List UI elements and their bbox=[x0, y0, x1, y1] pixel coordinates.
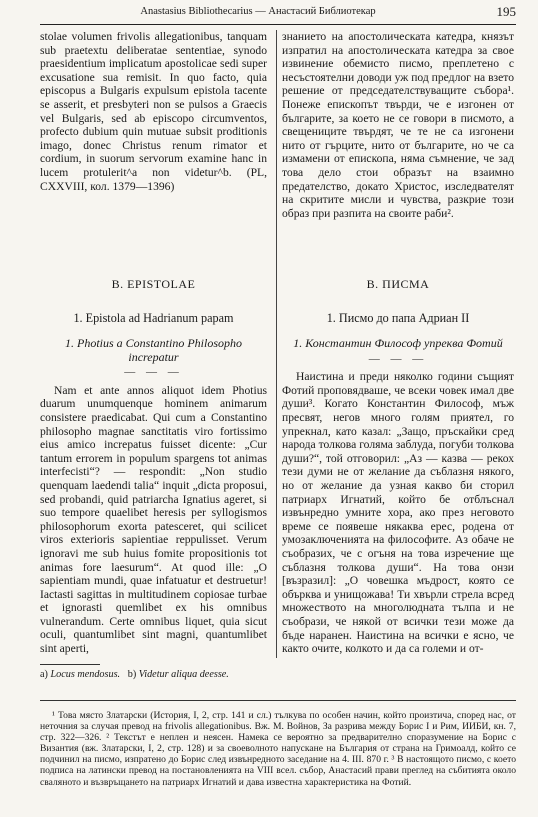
bulgarian-continuation: знанието на апостолическата катедра, князът изпратил на апостолическата катедра за свое извинение обемисто писмо, преплетено с несъстоятелни доводи уж под предлог на взето решение от председателствуващите събора¹. Понеже епископът твърди, че е изгонен от българите, за което не се говори в писмото, а свещениците твърдят, че те не са изгонени нито от гърците, нито от българите, но че са измамени от епископа, няма съмнение, че зад това дело стои образът на взаимно предателство, докато Христос, изследвателят на скритите мисли и чувства, разкрие този образ при разпита на своите раби². bbox=[282, 30, 514, 220]
left-item-title: 1. Photius a Constantino Philosopho increpatur bbox=[64, 336, 242, 364]
left-column-main bbox=[40, 278, 267, 656]
apparatus-note-a: Locus mendosus. bbox=[50, 669, 121, 680]
right-column-main bbox=[282, 278, 514, 656]
left-section-heading: B. EPISTOLAE bbox=[111, 277, 196, 291]
left-body-text: Nam et ante annos aliquot idem Photius duarum unumquenque hominem animarum consistere praedicabat. Qui cum a Constantino philosopho magnae sanctitatis viro fortissimo eius amico increpatus fuisset dicente: „Cur tantum errorem in populum spargens tot animas interfecisti“? — respondit: „Non studio quenquam laedendi talia“ inquit „dicta proposui, sed probandi, quid patriarcha Ignatius ageret, si suo tempore quaelibet heresis per syllogismos philosophorum exorta patesceret, qui scilicet viros exterioris sapientiae reppulisset. Verum ignoravi me sub huius fomite propositionis tot animas fore laesurum“. At quod ille: „O sapientiam mundi, quae infatuatur et destruetur! Iactasti sagittas in multitudinem copiosae turbae et ignorasti quemlibet ex his omnibus vulnerandum. Certe omnibus liquet, quia sicut oculi, quantumlibet sint magni, quantumlibet sint aperti, bbox=[40, 383, 267, 656]
right-ellipsis-dash: — — — bbox=[368, 352, 428, 365]
apparatus-mark-a: a) bbox=[40, 669, 48, 680]
latin-continuation: stolae volumen frivolis allegationibus, tanquam sub praetextu deliberatae sententiae, synodo praesidentium implicatum apostolicae sedi super excusatione sua remisit. In quo facto, quia episcopus a Bulgaris expulsum epistola tacente se asserit, et presbyteri non se pulsos a Graecis vel Bulgaris, sed ab episcopo circumventos, profecto dubium quin mutuae subsit proditionis imago, donec Christus renum rimator et cordium, in suorum servorum examine hanc in lucem protulerit^a non videtur^b. (PL, CXXVIII, кол. 1379—1396) bbox=[40, 30, 267, 193]
left-column-top bbox=[40, 30, 267, 193]
right-body-text: Наистина и преди няколко години същият Фотий проповядваше, че всеки човек имал две души³. Когато Константин Философ, мъж пресвят, негов много голям приятел, го упрекнал, като казал: „Защо, пръскайки сред народа толкова голяма заблуда, погуби толкова души?“, той отговорил: „Аз — казва — рекох тези думи не от желание да съблазня някого, но от желание да узная какво би сторил патриарх Игнатий, който бе отблъснал извънредно умните хора, ако през неговото време се появеше някаква ерес, родена от умозаключенията на философите. Аз обаче не съобразих, че с огъня на това изречение ще съблазня толкова души“. На това онзи [възразил]: „О човешка мъдрост, която се обърква и унищожава! Ти хвърли стрела всред множеството на многолюдната тълпа и не съобрази, че някой от всички тези може да бъде наранен. Наистина на всички е ясно, че както очите, колкото и да са големи и от- bbox=[282, 370, 514, 656]
apparatus-rule bbox=[40, 664, 100, 665]
page-number: 195 bbox=[496, 4, 516, 19]
apparatus-notes bbox=[40, 669, 280, 680]
right-item-title: 1. Константин Философ упреква Фотий bbox=[293, 336, 503, 351]
running-title: Anastasius Bibliothecarius — Анастасий Библиотекар bbox=[140, 6, 376, 17]
header-rule bbox=[40, 24, 516, 25]
apparatus-note-b: Videtur aliqua deesse. bbox=[138, 669, 229, 680]
footnote-separator bbox=[40, 700, 516, 701]
footnotes bbox=[40, 710, 516, 788]
right-column-top bbox=[282, 30, 514, 220]
right-section-heading: B. ПИСМА bbox=[366, 277, 430, 291]
column-divider bbox=[276, 30, 277, 658]
apparatus-mark-b: b) bbox=[127, 669, 137, 680]
right-subsection-heading: 1. Писмо до папа Адриан II bbox=[326, 310, 470, 325]
footnote-text: ¹ Това място Златарски (История, I, 2, стр. 141 и сл.) тълкува по особен начин, който произтича, според нас, от неточния за случая превод на frivolis allegationibus. Вж. М. Войнов, За разрива между Борис I и Рим, ИИБИ, кн. 7, стр. 322—326. ² Текстът е неплен и неясен. Намека се вероятно за предварително споразумение на Борис с Византия (вж. Златарски, I, 2, стр. 128) и за своеволното напускане на България от страна на Гримоалд, който се подчинил на писмо, изпратено до Борис след извънредното заседание на 4. III. 870 г. ³ В настоящото писмо, с което подписа на латински превод на постановленията на VIII всел. събор, Анастасий прави преглед на събитията около сваляното и възвръщането на патриарх Игнатий и дава известна характеристика на Фотий. bbox=[40, 710, 516, 788]
left-ellipsis-dash: — — — bbox=[124, 366, 183, 379]
left-subsection-heading: 1. Epistola ad Hadrianum papam bbox=[73, 310, 234, 325]
running-header bbox=[40, 4, 516, 24]
